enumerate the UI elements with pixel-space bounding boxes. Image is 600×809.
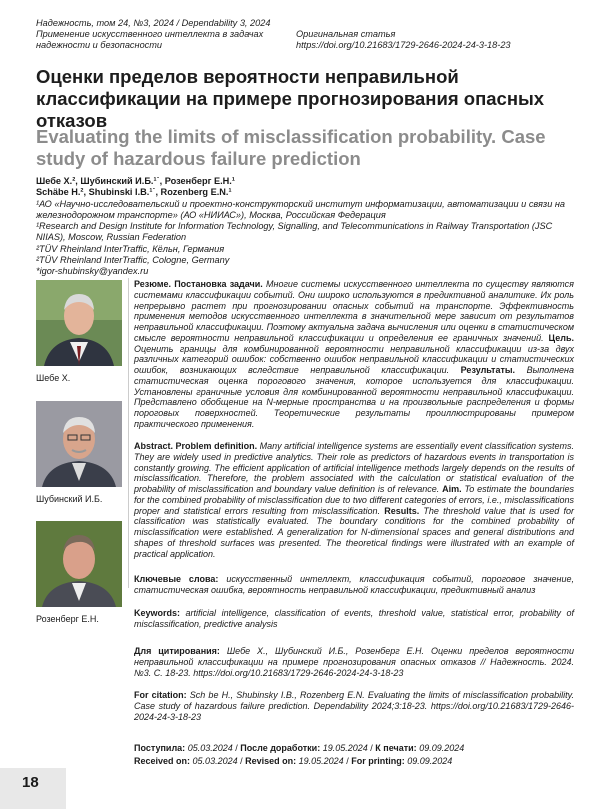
abstract-ru-label: Резюме. Постановка задачи. bbox=[134, 279, 263, 289]
printing-label-en: For printing: bbox=[351, 756, 405, 766]
printing-label-ru: К печати: bbox=[375, 743, 417, 753]
revised-label-en: Revised on: bbox=[245, 756, 297, 766]
photo-caption: Шубинский И.Б. bbox=[36, 494, 103, 504]
received-label-ru: Поступила: bbox=[134, 743, 186, 753]
citation-en-label: For citation: bbox=[134, 690, 187, 700]
section-line-1: Применение искусственного интеллекта в задачах bbox=[36, 29, 264, 39]
abstract-english bbox=[134, 441, 574, 559]
authors-block bbox=[36, 176, 576, 278]
abstract-en-results-label: Results. bbox=[384, 505, 420, 516]
received-date-ru: 05.03.2024 bbox=[187, 743, 233, 753]
abstract-russian bbox=[134, 279, 574, 430]
keywords-ru-text: искусственный интеллект, классификация событий, пороговое значение, статистическая ошибка, вероятность неправильной классификации, предиктивный анализ bbox=[134, 574, 574, 595]
keywords-en-label: Keywords: bbox=[134, 608, 181, 618]
author-photo-block-3 bbox=[36, 521, 122, 624]
contact-email[interactable]: *igor-shubinsky@yandex.ru bbox=[36, 266, 149, 277]
affiliation-1-ru: ¹АО «Научно-исследовательский и проектно-конструкторский институт информатизации, автоматизации и связи на железнодорожном транспорте» (АО «НИИАС»), Москва, Российская Федерация bbox=[36, 198, 566, 220]
photo-caption: Шебе Х. bbox=[36, 373, 71, 383]
citation-en-text: Sch be H., Shubinsky I.B., Rozenberg E.N. Evaluating the limits of misclassification probability. Case study of hazardous failure prediction. Dependability 2024;3:18-23. https://doi.org/10.21683/1729-2646-2024-24-3-18-23 bbox=[134, 690, 574, 722]
abstract-ru-aim-label: Цель. bbox=[548, 332, 574, 343]
title-english: Evaluating the limits of misclassification probability. Case study of hazardous failure prediction bbox=[36, 126, 546, 169]
received-date-en: 05.03.2024 bbox=[192, 756, 238, 766]
doi-link[interactable]: https://doi.org/10.21683/1729-2646-2024-24-3-18-23 bbox=[296, 40, 511, 50]
revised-date-ru: 19.05.2024 bbox=[322, 743, 368, 753]
dates-english: Received on: 05.03.2024 / Revised on: 19.05.2024 / For printing: 09.09.2024 bbox=[134, 756, 453, 766]
abstract-ru-text-1: Многие системы искусственного интеллекта по существу являются системами классификации событий. Они широко используются в предиктивной аналитике. Их роль непрерывно растет при прогнозировании опасных событий на транспорте. Эффективность применения методов искусственного интеллекта в значительной мере зависит от результатов неправильной классификации. Поэтому актуальна задача вычисления или оценки в статистическом смысле вероятности неправильной классификации и определения ее граничных значений. bbox=[134, 279, 574, 343]
citation-english bbox=[134, 690, 574, 722]
abstract-ru-text-3: Выполнена статистическая оценка порогового значения, которое используется для классификации. Установлены граничные условия для комбинированной вероятности неправильной классификации. Представлено обобщение на N-мерные пространства и на произвольные распределения и формы пороговых поверхностей. Теоретические результаты проиллюстрированы примером практического применения. bbox=[134, 365, 574, 429]
author-photo-block-1 bbox=[36, 280, 122, 383]
section-line-2: надежности и безопасности bbox=[36, 40, 163, 50]
keywords-english bbox=[134, 608, 574, 630]
separator-line bbox=[128, 278, 129, 588]
citation-ru-text: Шебе Х., Шубинский И.Б., Розенберг Е.Н. Оценки пределов вероятности неправильной классификации на примере прогнозирования опасных отказов // Надежность. 2024. №3. С. 18-23. https://doi.org/10.21683/1729-2646-2024-24-3-18-23 bbox=[134, 646, 574, 678]
abstract-ru-text-2: Оценить границы для комбинированной вероятности неправильной классификации из-за двух различных категорий ошибок: собственно ошибок неправильной классификации и статистических ошибок, возникающих вследствие неправильной классификации. bbox=[134, 343, 574, 375]
abstract-en-text-3: The threshold value that is used for classification was statistically evaluated. The boundary conditions for the combined probability of misclassification were established. A generalization for N-dimensional spaces and general distributions and shapes of threshold surfaces was presented. The theoretical findings were illustrated with an example of practical application. bbox=[134, 505, 574, 559]
author-photo-shubinsky bbox=[36, 401, 122, 487]
abstract-en-aim-label: Aim. bbox=[442, 484, 462, 494]
citation-ru-label: Для цитирования: bbox=[134, 646, 220, 656]
author-photo-rozenberg bbox=[36, 521, 122, 607]
affiliation-2-ru: ²TÜV Rheinland InterTraffic, Кёльн, Германия bbox=[36, 243, 225, 254]
article-type: Оригинальная статья bbox=[296, 29, 396, 39]
revised-date-en: 19.05.2024 bbox=[298, 756, 344, 766]
abstract-en-text-2: To estimate the boundaries for the combined probability of misclassification due to two different categories of errors, i.e., misclassifications proper and statistical errors resulting from misclassification. bbox=[134, 484, 574, 516]
journal-line: Надежность, том 24, №3, 2024 / Dependability 3, 2024 bbox=[36, 18, 271, 28]
dates-russian: Поступила: 05.03.2024 / После доработки: 19.05.2024 / К печати: 09.09.2024 bbox=[134, 743, 465, 753]
keywords-ru-label: Ключевые слова: bbox=[134, 574, 219, 584]
affiliation-1-en: ¹Research and Design Institute for Information Technology, Signalling, and Telecommunications in Railway Transportation (JSC NIIAS), Moscow, Russian Federation bbox=[36, 221, 553, 243]
page-number: 18 bbox=[22, 774, 39, 791]
keywords-en-text: artificial intelligence, classification of events, threshold value, statistical error, probability of misclassification, predictive analysis bbox=[134, 608, 574, 629]
authors-en: Schäbe H.², Shubinski I.B.¹˙, Rozenberg E.N.¹ bbox=[36, 187, 232, 198]
running-header-left bbox=[36, 18, 306, 51]
abstract-en-label: Abstract. Problem definition. bbox=[134, 441, 258, 451]
printing-date-en: 09.09.2024 bbox=[407, 756, 453, 766]
received-label-en: Received on: bbox=[134, 756, 191, 766]
abstract-ru-results-label: Результаты. bbox=[460, 365, 516, 375]
keywords-russian bbox=[134, 574, 574, 596]
author-photo-schaebe bbox=[36, 280, 122, 366]
running-header-right bbox=[296, 18, 576, 51]
affiliation-2-en: ²TÜV Rheinland InterTraffic, Cologne, Germany bbox=[36, 255, 230, 266]
revised-label-ru: После доработки: bbox=[240, 743, 321, 753]
author-photo-block-2 bbox=[36, 401, 122, 504]
authors-ru: Шебе Х.², Шубинский И.Б.¹˙, Розенберг Е.Н.¹ bbox=[36, 176, 235, 186]
citation-russian bbox=[134, 646, 574, 678]
abstract-en-text-1: Many artificial intelligence systems are essentially event classification systems. They are widely used in predictive analytics. Their role as predictors of hazardous events in transportation is constantly growing. The efficient application of artificial intelligence methods largely depends on the results of misclassification. Therefore, the problem associated with the calculation or statistical evaluation of the probability of misclassification and boundary value definition is of relevance. bbox=[134, 441, 574, 494]
page-number-box bbox=[0, 768, 66, 809]
photo-caption: Розенберг Е.Н. bbox=[36, 614, 99, 624]
title-russian: Оценки пределов вероятности неправильной классификации на примере прогнозирования опасных отказов bbox=[36, 66, 545, 131]
printing-date-ru: 09.09.2024 bbox=[419, 743, 465, 753]
